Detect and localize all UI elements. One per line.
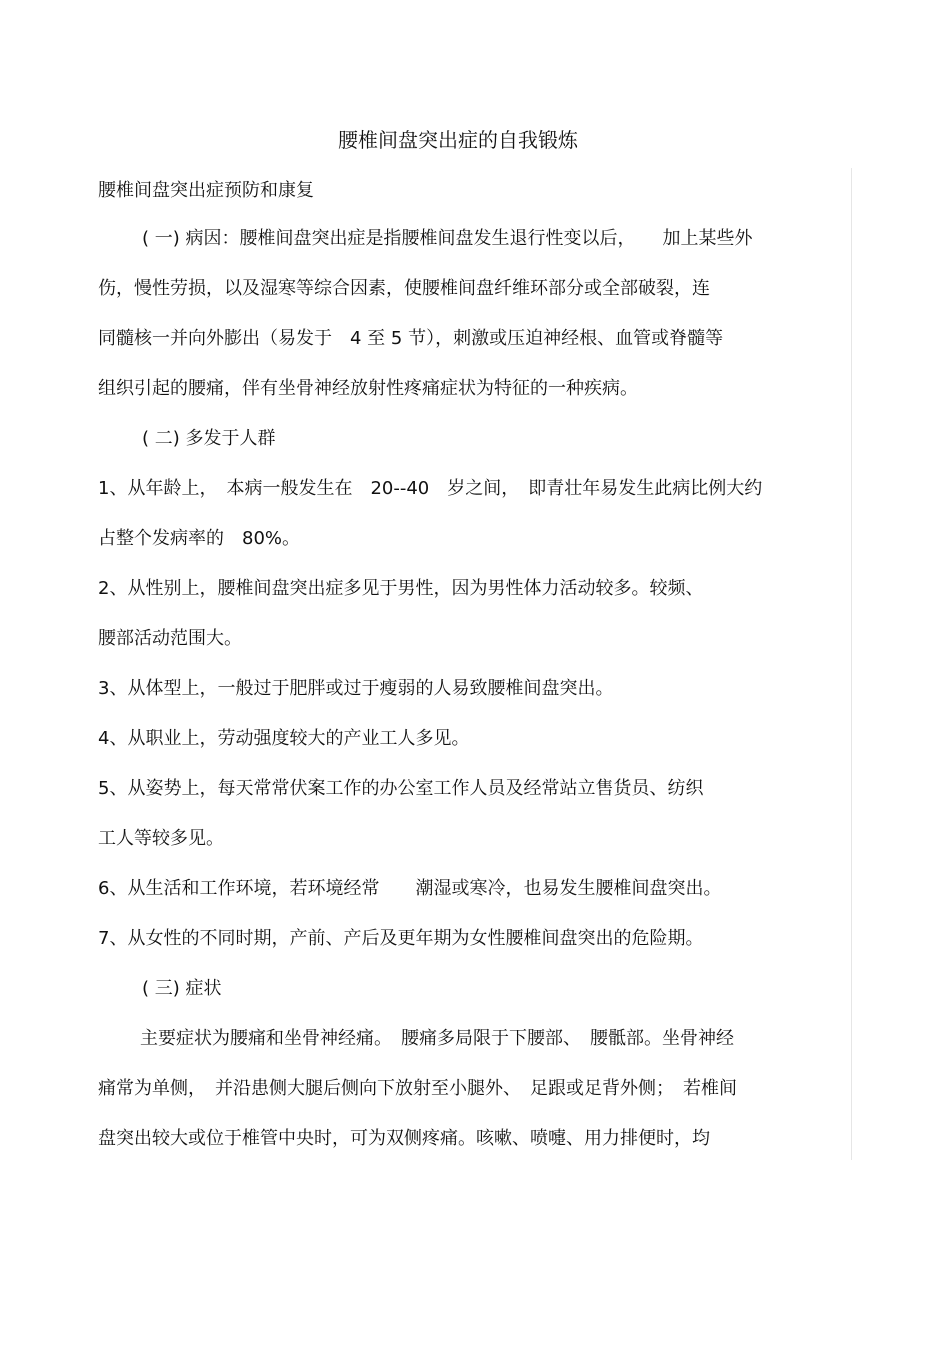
text-line: 腰部活动范围大。 (98, 628, 242, 649)
text-line: 工人等较多见。 (98, 828, 224, 849)
document-title: 腰椎间盘突出症的自我锻炼 (338, 128, 578, 152)
subsection-heading: ( 三) 症状 (142, 978, 222, 999)
section-heading: 腰椎间盘突出症预防和康复 (98, 180, 314, 201)
list-item: 1、从年龄上， 本病一般发生在 20--40 岁之间， 即青壮年易发生此病比例大约 (98, 478, 763, 499)
list-item: 7、从女性的不同时期，产前、产后及更年期为女性腰椎间盘突出的危险期。 (98, 928, 704, 949)
list-item: 2、从性别上，腰椎间盘突出症多见于男性，因为男性体力活动较多。较频、 (98, 578, 704, 599)
list-item: 3、从体型上，一般过于肥胖或过于瘦弱的人易致腰椎间盘突出。 (98, 678, 614, 699)
text-line: 组织引起的腰痛，伴有坐骨神经放射性疼痛症状为特征的一种疾病。 (98, 378, 638, 399)
text-line: 同髓核一并向外膨出（易发于 4 至 5 节），刺激或压迫神经根、血管或脊髓等 (98, 328, 724, 349)
text-line: ( 一) 病因：腰椎间盘突出症是指腰椎间盘发生退行性变以后， 加上某些外 (142, 228, 753, 249)
list-item: 4、从职业上，劳动强度较大的产业工人多见。 (98, 728, 470, 749)
text-line: 主要症状为腰痛和坐骨神经痛。 腰痛多局限于下腰部、 腰骶部。坐骨神经 (140, 1028, 734, 1049)
subsection-heading: ( 二) 多发于人群 (142, 428, 276, 449)
list-item: 5、从姿势上，每天常常伏案工作的办公室工作人员及经常站立售货员、纺织 (98, 778, 704, 799)
text-line: 占整个发病率的 80%。 (98, 528, 301, 549)
document-body (98, 223, 858, 1173)
text-line: 盘突出较大或位于椎管中央时，可为双侧疼痛。咳嗽、喷嚏、用力排便时，均 (98, 1128, 710, 1149)
list-item: 6、从生活和工作环境，若环境经常 潮湿或寒冷，也易发生腰椎间盘突出。 (98, 878, 722, 899)
text-line: 伤，慢性劳损，以及湿寒等综合因素，使腰椎间盘纤维环部分或全部破裂，连 (98, 278, 710, 299)
text-line: 痛常为单侧， 并沿患侧大腿后侧向下放射至小腿外、 足跟或足背外侧； 若椎间 (98, 1078, 737, 1099)
